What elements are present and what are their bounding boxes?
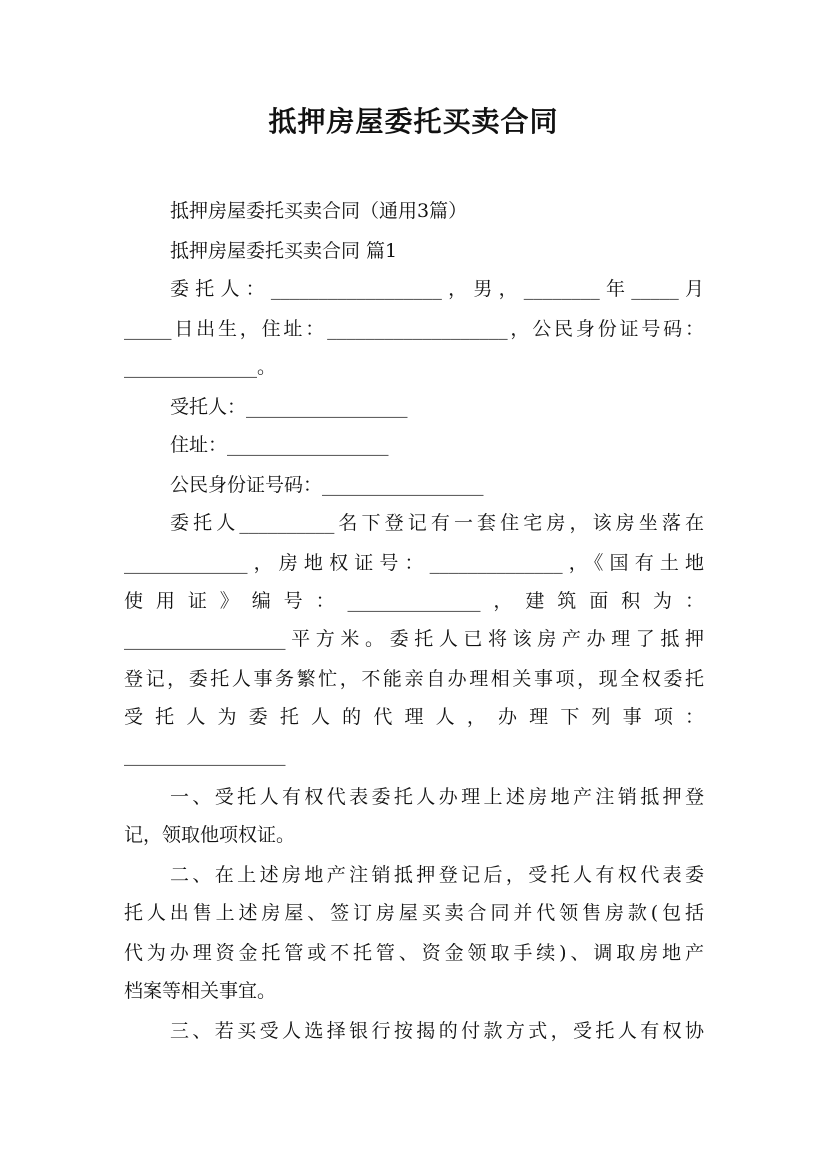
paragraph-line: 一、受托人有权代表委托人办理上述房地产注销抵押登	[170, 786, 704, 808]
paragraph-line: 受托人：_________________	[170, 396, 408, 418]
paragraph-line: _________________	[124, 744, 286, 766]
paragraph-line: 受托人为委托人的代理人，办理下列事项：	[124, 706, 704, 728]
paragraph-line: 代为办理资金托管或不托管、资金领取手续)、调取房地产	[124, 942, 704, 964]
subtitle-part: 抵押房屋委托买卖合同 篇1	[170, 240, 398, 262]
paragraph-line: _________________平方米。委托人已将该房产办理了抵押	[124, 628, 704, 650]
paragraph-line: _____________，房地权证号：______________，《国有土地	[124, 552, 704, 574]
paragraph-line: 档案等相关事宜。	[124, 980, 277, 1002]
paragraph-line: _____日出生，住址：___________________，公民身份证号码：	[124, 318, 704, 340]
paragraph-line: ______________。	[124, 356, 277, 378]
paragraph-line: 登记，委托人事务繁忙，不能亲自办理相关事项，现全权委托	[124, 668, 704, 690]
paragraph-line: 公民身份证号码：_________________	[170, 474, 484, 496]
paragraph-line: 委托人__________名下登记有一套住宅房，该房坐落在	[170, 512, 704, 534]
paragraph-line: 记，领取他项权证。	[124, 824, 296, 846]
paragraph-line: 三、若买受人选择银行按揭的付款方式，受托人有权协	[170, 1020, 704, 1042]
paragraph-line: 二、在上述房地产注销抵押登记后，受托人有权代表委	[170, 864, 704, 886]
paragraph-line: 托人出售上述房屋、签订房屋买卖合同并代领售房款(包括	[124, 902, 704, 924]
paragraph-line: 住址：_________________	[170, 434, 389, 456]
subtitle-collection: 抵押房屋委托买卖合同（通用3篇）	[170, 200, 468, 222]
paragraph-line: 使用证》编号：______________，建筑面积为：	[124, 590, 704, 612]
paragraph-line: 委托人：__________________，男，________年_____月	[170, 278, 704, 300]
document-title: 抵押房屋委托买卖合同	[268, 105, 559, 138]
